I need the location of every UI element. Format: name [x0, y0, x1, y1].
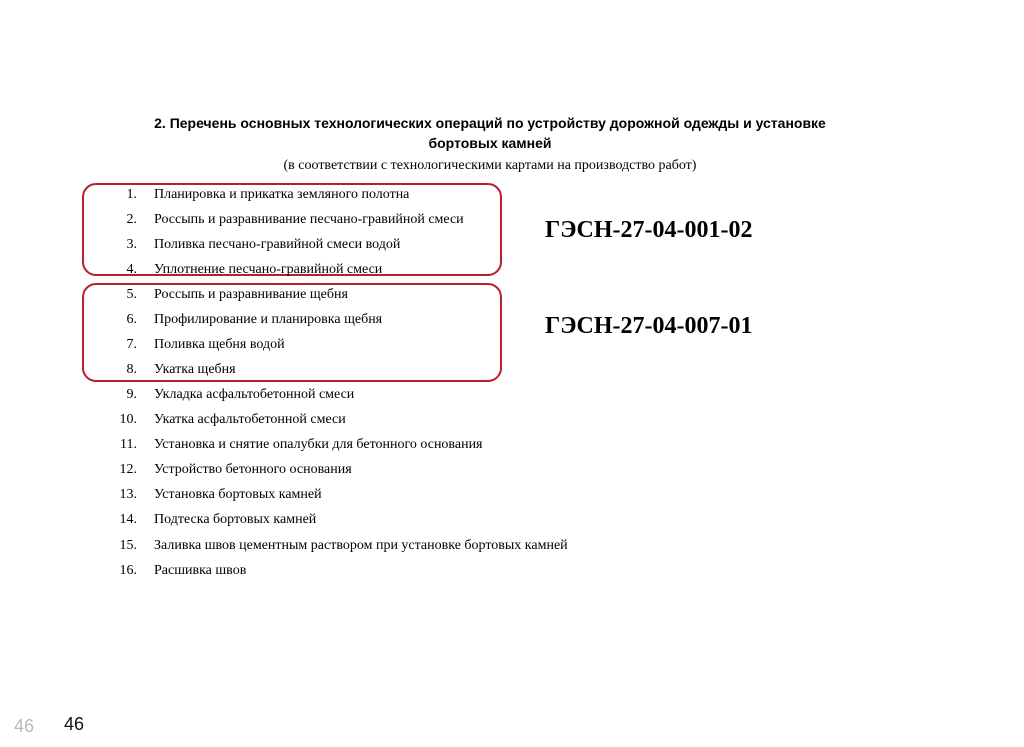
item-number: 11. [120, 437, 137, 452]
list-item [0, 434, 560, 456]
list-item [0, 459, 560, 481]
item-number: 4. [126, 262, 137, 277]
item-text: Планировка и прикатка земляного полотна [154, 187, 410, 202]
list-item [0, 184, 560, 206]
item-text: Установка и снятие опалубки для бетонного основания [154, 437, 483, 452]
item-text: Подтеска бортовых камней [154, 512, 317, 527]
item-number: 5. [126, 287, 137, 302]
item-text: Установка бортовых камней [154, 487, 322, 502]
title-line-1: 2. Перечень основных технологических операций по устройству дорожной одежды и установке [154, 115, 826, 131]
list-item [0, 409, 560, 431]
list-item [0, 234, 560, 256]
item-text: Расшивка швов [154, 563, 247, 578]
page-number-faint: 46 [14, 716, 35, 736]
item-number: 9. [126, 387, 137, 402]
item-text: Заливка швов цементным раствором при установке бортовых камней [154, 538, 568, 553]
item-number: 6. [126, 312, 137, 327]
title-line-2: бортовых камней [428, 135, 552, 151]
document-subtitle: (в соответствии с технологическими картами на производство работ) [283, 158, 697, 173]
item-text: Устройство бетонного основания [154, 462, 352, 477]
item-text: Поливка песчано-гравийной смеси водой [154, 237, 401, 252]
list-item [0, 535, 568, 557]
list-item [0, 259, 560, 281]
item-text: Профилирование и планировка щебня [154, 312, 383, 327]
item-number: 3. [126, 237, 137, 252]
list-item [0, 359, 560, 381]
list-item [0, 509, 560, 531]
code-label-group-2: ГЭСН-27-04-007-01 [545, 313, 753, 339]
list-item [0, 284, 560, 306]
item-number: 14. [119, 512, 137, 527]
list-item [0, 560, 560, 582]
page-number: 46 [64, 714, 85, 734]
item-text: Поливка щебня водой [154, 337, 285, 352]
item-number: 7. [126, 337, 137, 352]
item-text: Россыпь и разравнивание щебня [154, 287, 348, 302]
item-number: 13. [119, 487, 137, 502]
item-text: Уплотнение песчано-гравийной смеси [154, 262, 383, 277]
list-item [0, 309, 560, 331]
list-item [0, 334, 560, 356]
list-item [0, 484, 560, 506]
item-number: 2. [126, 212, 137, 227]
item-text: Укатка щебня [154, 362, 236, 377]
item-text: Укладка асфальтобетонной смеси [154, 387, 355, 402]
code-label-group-1: ГЭСН-27-04-001-02 [545, 217, 753, 243]
item-number: 15. [119, 538, 137, 553]
item-number: 10. [119, 412, 137, 427]
item-number: 16. [119, 563, 137, 578]
item-text: Россыпь и разравнивание песчано-гравийной смеси [154, 212, 464, 227]
item-number: 1. [126, 187, 137, 202]
item-number: 12. [119, 462, 137, 477]
list-item [0, 384, 560, 406]
item-text: Укатка асфальтобетонной смеси [154, 412, 346, 427]
list-item [0, 209, 560, 231]
item-number: 8. [126, 362, 137, 377]
